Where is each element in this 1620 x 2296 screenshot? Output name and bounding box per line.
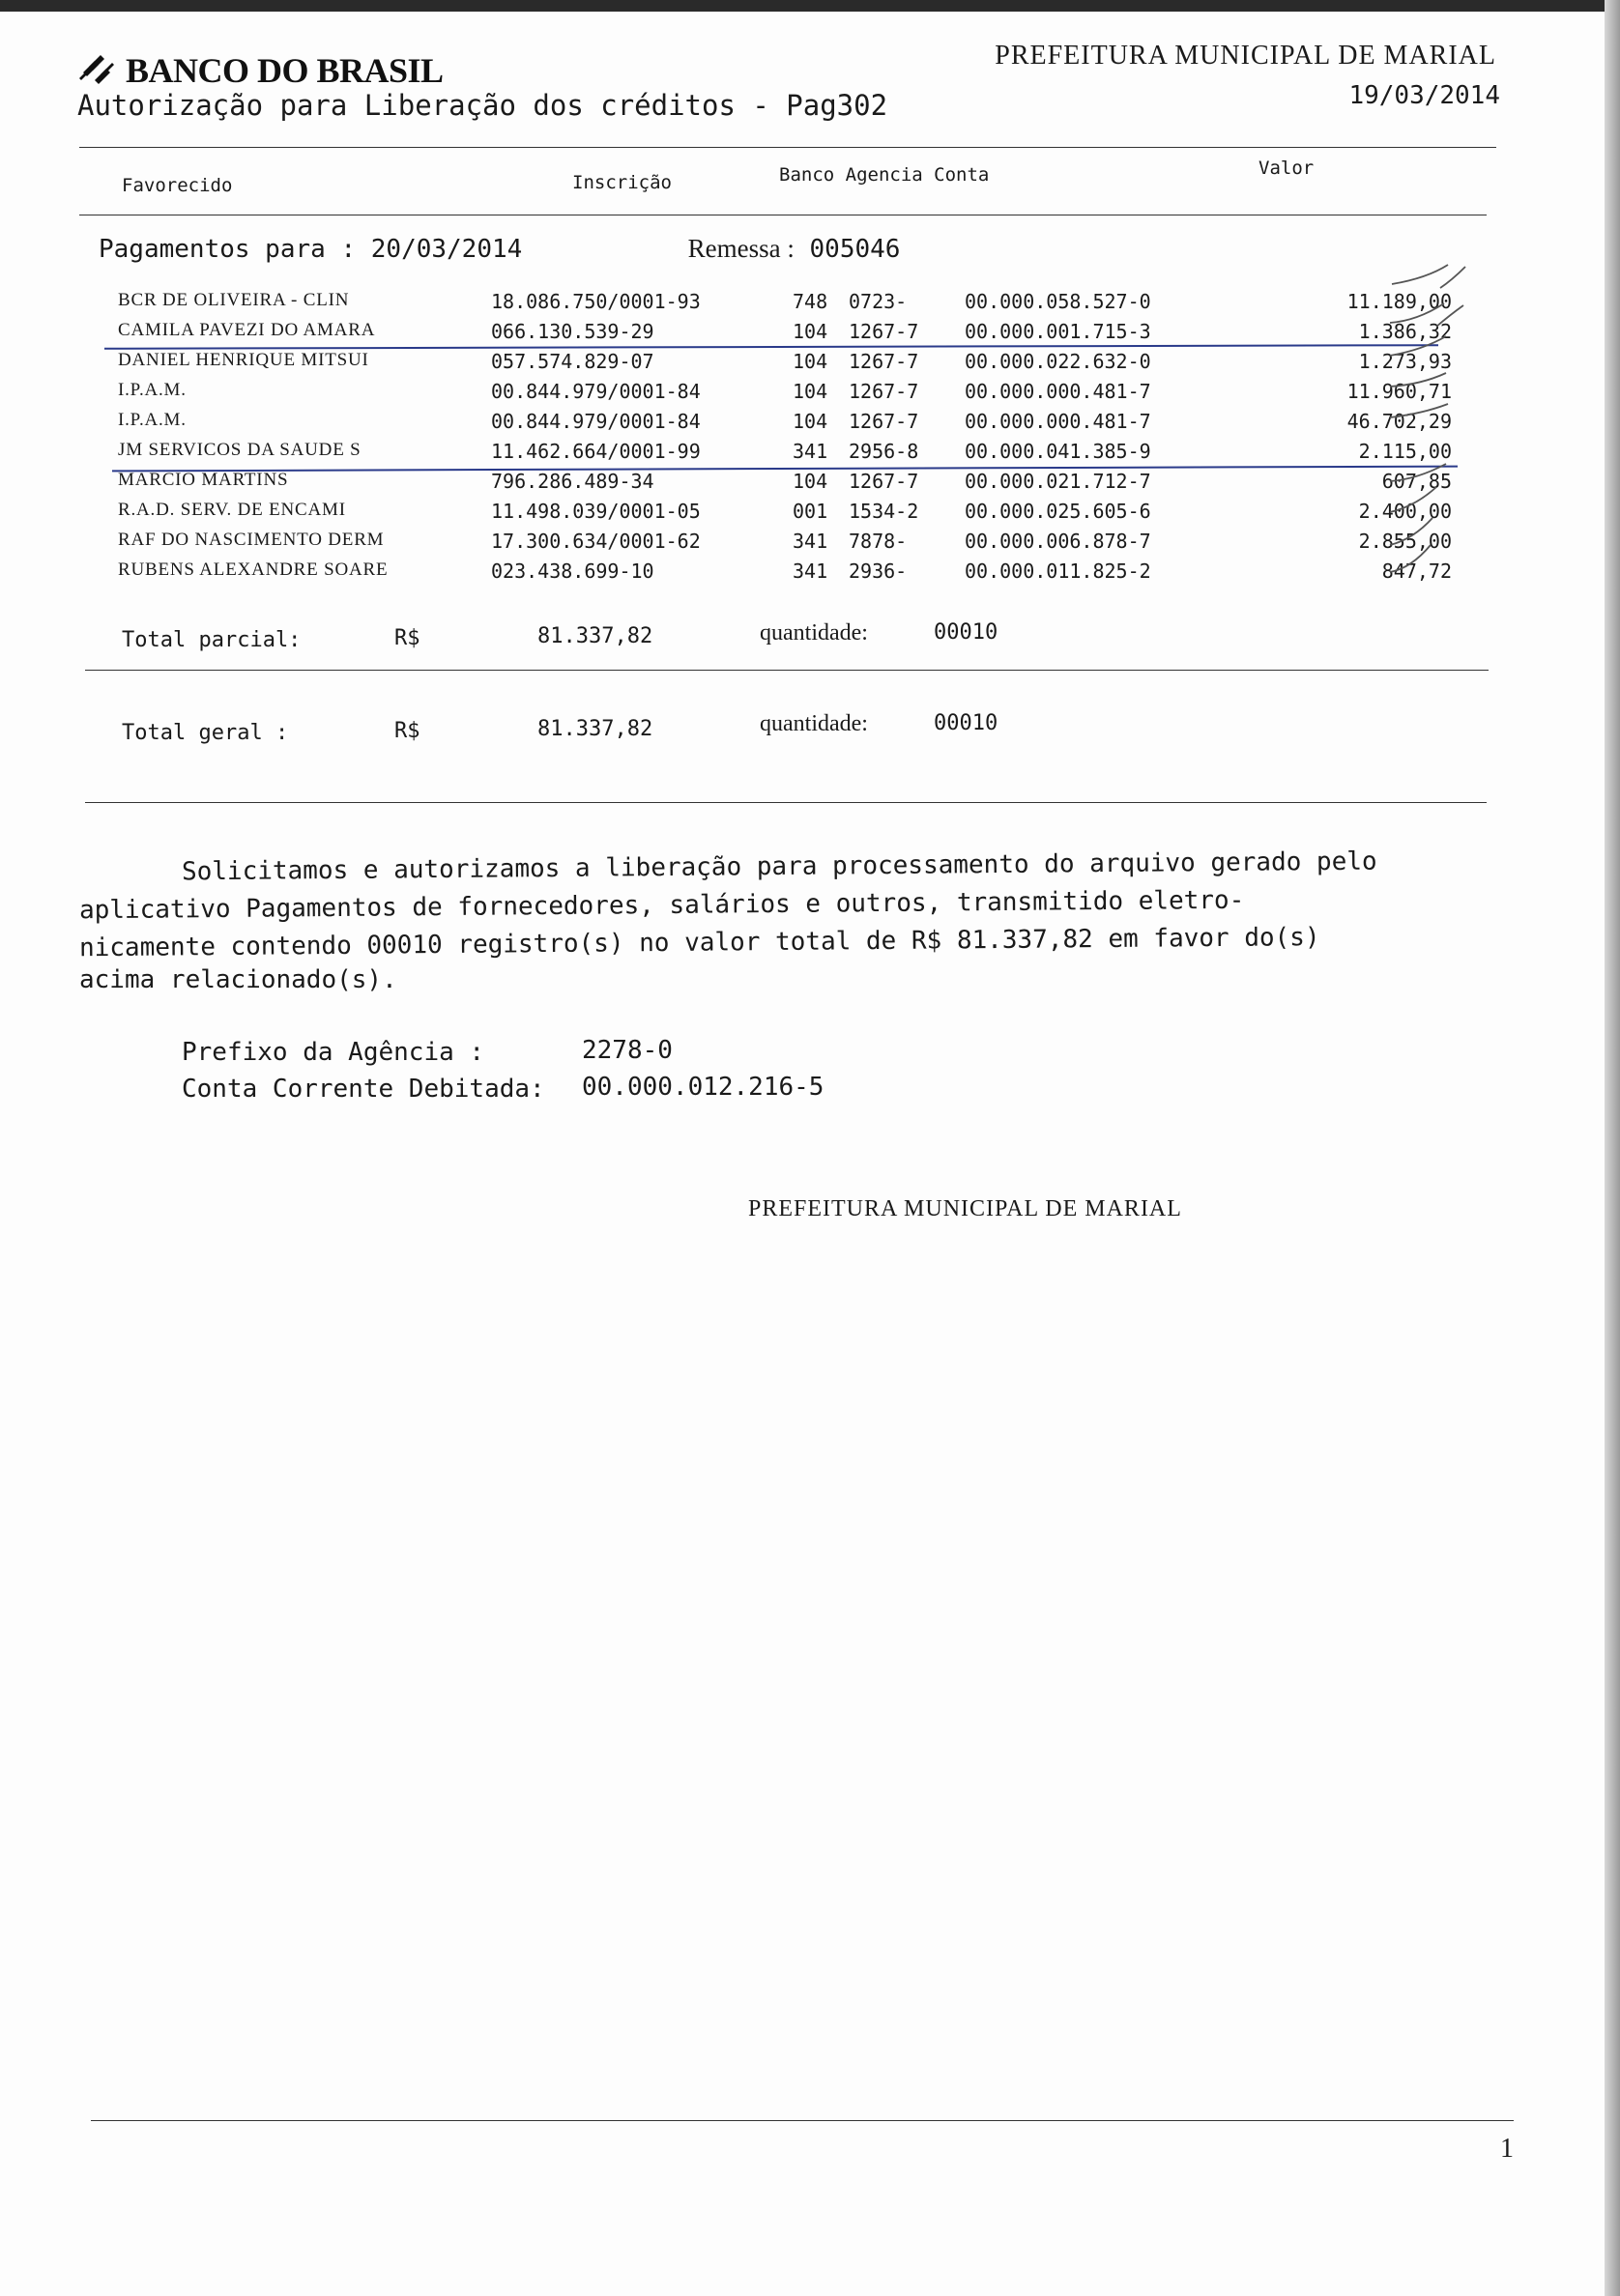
agencia-cell: 2936-: [849, 560, 908, 583]
column-header-valor: Valor: [1258, 158, 1315, 179]
agencia-cell: 1267-7: [849, 350, 919, 373]
agencia-cell: 1267-7: [849, 410, 919, 433]
inscricao-cell: 00.844.979/0001-84: [491, 380, 701, 403]
inscricao-cell: 18.086.750/0001-93: [491, 290, 701, 313]
agencia-cell: 0723-: [849, 290, 908, 313]
payment-label: Pagamentos para :: [99, 235, 357, 264]
table-row: [0, 290, 1620, 320]
table-row: [0, 560, 1620, 589]
quantidade-value: 00010: [934, 620, 998, 645]
favorecido-cell: I.P.A.M.: [118, 410, 187, 430]
bank-name: BANCO DO BRASIL: [126, 51, 444, 90]
banco-cell: 104: [793, 410, 828, 433]
agencia-cell: 1267-7: [849, 470, 919, 493]
favorecido-cell: CAMILA PAVEZI DO AMARA: [118, 320, 376, 340]
totals-rule: [85, 670, 1489, 671]
paragraph-line: aplicativo Pagamentos de fornecedores, salários e outros, transmitido eletro-: [78, 885, 1245, 926]
agencia-cell: 7878-: [849, 530, 908, 553]
footer-rule: [85, 802, 1487, 803]
conta-cell: 00.000.022.632-0: [965, 350, 1151, 373]
inscricao-cell: 11.462.664/0001-99: [491, 440, 701, 463]
favorecido-cell: MARCIO MARTINS: [118, 470, 289, 490]
organization-header: PREFEITURA MUNICIPAL DE MARIAL: [995, 41, 1496, 71]
banco-cell: 748: [793, 290, 828, 313]
banco-cell: 104: [793, 470, 828, 493]
scan-edge-top: [0, 0, 1620, 12]
inscricao-cell: 066.130.539-29: [491, 320, 654, 343]
banco-cell: 341: [793, 440, 828, 463]
agencia-cell: 1534-2: [849, 500, 919, 523]
total-parcial-currency: R$: [394, 626, 420, 650]
inscricao-cell: 17.300.634/0001-62: [491, 530, 701, 553]
prefixo-agencia-value: 2278-0: [582, 1036, 673, 1065]
valor-cell: 46.702,29: [1346, 410, 1452, 433]
check-mark-icon: [1388, 541, 1475, 580]
table-row: [0, 530, 1620, 560]
document-date: 19/03/2014: [1348, 81, 1500, 110]
check-mark-icon: [1388, 390, 1475, 429]
conta-cell: 00.000.041.385-9: [965, 440, 1151, 463]
document-title: Autorização para Liberação dos créditos - Pag302: [77, 89, 888, 122]
payment-date: 20/03/2014: [370, 235, 523, 264]
conta-cell: 00.000.000.481-7: [965, 380, 1151, 403]
favorecido-cell: RUBENS ALEXANDRE SOARE: [118, 560, 389, 580]
inscricao-cell: 796.286.489-34: [491, 470, 654, 493]
conta-corrente-label: Conta Corrente Debitada:: [182, 1075, 545, 1104]
favorecido-cell: I.P.A.M.: [118, 380, 187, 400]
valor-cell: 2.855,00: [1358, 530, 1452, 553]
conta-cell: 00.000.025.605-6: [965, 500, 1151, 523]
banco-cell: 341: [793, 560, 828, 583]
conta-cell: 00.000.011.825-2: [965, 560, 1151, 583]
inscricao-cell: 057.574.829-07: [491, 350, 654, 373]
authorization-paragraph: [79, 848, 1471, 999]
page-number: 1: [1500, 2134, 1514, 2164]
favorecido-cell: JM SERVICOS DA SAUDE S: [118, 440, 362, 460]
remessa-label: Remessa :: [687, 234, 795, 263]
column-header-favorecido: Favorecido: [122, 175, 233, 196]
banco-cell: 104: [793, 380, 828, 403]
check-mark-icon: [1388, 259, 1475, 298]
paragraph-line: Solicitamos e autorizamos a liberação para processamento do arquivo gerado pelo: [181, 847, 1377, 887]
conta-corrente-value: 00.000.012.216-5: [582, 1073, 824, 1102]
valor-cell: 1.273,93: [1358, 350, 1452, 373]
valor-cell: 607,85: [1381, 470, 1452, 493]
banco-cell: 104: [793, 320, 828, 343]
inscricao-cell: 00.844.979/0001-84: [491, 410, 701, 433]
banco-cell: 001: [793, 500, 828, 523]
conta-cell: 00.000.021.712-7: [965, 470, 1151, 493]
agencia-cell: 1267-7: [849, 320, 919, 343]
column-header-banco-agencia-conta: Banco Agencia Conta: [779, 164, 990, 186]
banco-cell: 341: [793, 530, 828, 553]
bank-logo: [77, 50, 444, 91]
payment-line: [99, 234, 900, 264]
total-geral-value: 81.337,82: [537, 717, 653, 741]
banco-cell: 104: [793, 350, 828, 373]
favorecido-cell: BCR DE OLIVEIRA - CLIN: [118, 290, 350, 310]
page-bottom-rule: [91, 2120, 1514, 2121]
conta-cell: 00.000.058.527-0: [965, 290, 1151, 313]
favorecido-cell: RAF DO NASCIMENTO DERM: [118, 530, 385, 550]
conta-cell: 00.000.006.878-7: [965, 530, 1151, 553]
favorecido-cell: R.A.D. SERV. DE ENCAMI: [118, 500, 346, 520]
signature-organization: PREFEITURA MUNICIPAL DE MARIAL: [748, 1196, 1182, 1221]
table-row: [0, 500, 1620, 530]
valor-cell: 11.960,71: [1346, 380, 1452, 403]
quantidade-value: 00010: [934, 711, 998, 735]
header-rule: [79, 147, 1496, 148]
valor-cell: 11.189,00: [1346, 290, 1452, 313]
banco-do-brasil-logo-icon: [77, 51, 116, 90]
total-parcial-label: Total parcial:: [122, 628, 302, 652]
table-row: [0, 410, 1620, 440]
column-header-inscricao: Inscrição: [572, 172, 672, 193]
paragraph-line: acima relacionado(s).: [79, 965, 397, 994]
favorecido-cell: DANIEL HENRIQUE MITSUI: [118, 350, 369, 370]
total-geral-currency: R$: [394, 719, 420, 743]
agencia-cell: 1267-7: [849, 380, 919, 403]
quantidade-label: quantidade:: [760, 711, 868, 736]
valor-cell: 2.115,00: [1358, 440, 1452, 463]
remessa-number: 005046: [809, 235, 901, 264]
conta-cell: 00.000.001.715-3: [965, 320, 1151, 343]
table-row: [0, 470, 1620, 500]
conta-cell: 00.000.000.481-7: [965, 410, 1151, 433]
total-parcial-value: 81.337,82: [537, 624, 653, 648]
paragraph-line: nicamente contendo 00010 registro(s) no valor total de R$ 81.337,82 em favor do(s): [78, 923, 1320, 963]
inscricao-cell: 11.498.039/0001-05: [491, 500, 701, 523]
total-geral-label: Total geral :: [122, 721, 289, 745]
table-row: [0, 350, 1620, 380]
check-mark-icon: [1388, 356, 1475, 394]
valor-cell: 2.400,00: [1358, 500, 1452, 523]
quantidade-label: quantidade:: [760, 620, 868, 646]
inscricao-cell: 023.438.699-10: [491, 560, 654, 583]
valor-cell: 847,72: [1381, 560, 1452, 583]
prefixo-agencia-label: Prefixo da Agência :: [182, 1038, 485, 1067]
valor-cell: 1.386,32: [1358, 320, 1452, 343]
agencia-cell: 2956-8: [849, 440, 919, 463]
table-row: [0, 380, 1620, 410]
